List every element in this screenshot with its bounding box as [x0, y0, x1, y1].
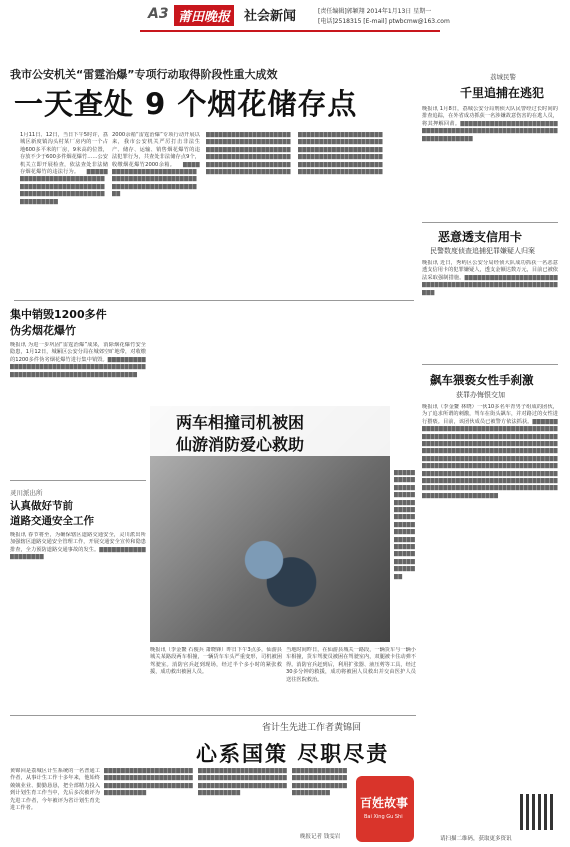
main-story-col-2 — [112, 132, 200, 299]
sidebar-item-2-body — [422, 260, 558, 360]
sidebar-item-3-headline: 飙车猥亵女性手刹激 — [430, 373, 534, 387]
profile-headline: 心系国策 尽职尽责 — [196, 742, 390, 766]
story-blast-text: 晚报讯 为进一步巩固“雷霆治爆”成果，消除烟花爆竹安全隐患，1月12日，城厢区公安分局在城郊空旷地带，对收缴的1200多件伪劣烟花爆竹进行集中销毁。 — [10, 342, 146, 363]
logo-subtext: Bai Xing Gu Shi — [364, 814, 403, 820]
divider — [422, 222, 558, 223]
main-story-para2: 2000余箱“雷霆治爆”专项行动开展以来，我市公安机关严厉打击非法生产、储存、运输、销售烟花爆竹的违法犯罪行为，共查处非法储存点9个，收缴烟花爆竹2000余箱。 — [112, 132, 200, 168]
crash-body — [286, 647, 416, 709]
crash-headline-1: 两车相撞司机被困 — [176, 413, 305, 432]
body-filler: ▇▇▇▇▇▇▇▇▇▇▇▇▇▇▇▇▇▇▇▇▇▇▇▇▇▇▇▇▇▇▇▇▇▇▇▇▇▇▇▇▇▇▇▇▇▇▇▇▇▇▇▇▇▇▇▇▇ — [422, 274, 558, 296]
divider — [10, 480, 146, 481]
crash-body-text: 当地时间昨日，在仙游县城关一路段，一辆货车与一辆小车相撞，货车驾驶员被困在驾驶室内，双腿被卡住动弹不得。消防官兵赶到后，利用扩张器、液压剪等工具，经过30多分钟的救援，成功将被困人员救出并交由医护人员送往医院救治。 — [286, 647, 416, 683]
crash-headline-box — [148, 406, 394, 456]
story-traffic-text: 晚报讯 春节将至，为确保辖区道路交通安全，灵川派出所加强辖区道路交通安全管理工作，开展交通安全宣传和隐患排查，全力预防道路交通事故的发生。 — [10, 532, 146, 553]
story-blast-body — [10, 342, 146, 460]
story-traffic-body — [10, 532, 146, 604]
sidebar-item-2-subhead: 民警数度侦查追捕犯罪嫌疑人归案 — [430, 247, 535, 255]
sidebar — [420, 62, 562, 842]
story-blast-headline-2: 伪劣烟花爆竹 — [10, 324, 76, 337]
sidebar-item-2-headline: 恶意透支信用卡 — [438, 230, 523, 244]
header-meta-2: [电话]2518315 [E-mail] ptwbcmw@163.com — [318, 18, 450, 25]
profile-kicker: 省计生先进工作者黄锦回 — [262, 723, 362, 733]
divider — [10, 715, 416, 716]
story-blast — [10, 304, 150, 494]
profile-col-2: ▇▇▇▇▇▇▇▇▇▇▇▇▇▇▇▇▇▇▇▇▇▇▇▇▇▇▇▇▇▇▇▇▇▇▇▇▇▇▇▇▇▇▇▇▇▇▇▇▇▇▇▇▇▇▇▇▇▇▇▇▇▇▇▇▇▇▇▇▇▇▇▇▇ — [104, 768, 194, 797]
profile-byline: 晚报记者 钱雯岩 — [300, 834, 341, 840]
story-traffic-headline-1: 认真做好节前 — [10, 500, 73, 512]
crash-caption — [150, 647, 282, 705]
body-filler: ▇▇▇▇▇▇▇▇▇▇▇▇▇▇▇▇▇▇▇▇▇▇▇▇▇▇▇▇▇▇▇▇▇▇▇▇▇▇▇▇▇▇▇▇▇▇▇▇▇▇▇▇▇▇▇▇▇▇▇▇▇▇▇▇▇▇▇▇▇▇▇▇▇▇ — [20, 169, 108, 205]
sidebar-item-2-text: 晚报讯 近日，秀屿区公安分局经侦大队成功抓获一名恶意透支信用卡的犯罪嫌疑人，透支金额达数万元，目前已被依法采取强制措施。 — [422, 260, 558, 281]
sidebar-item-3-subhead: 获罪办悔恨交加 — [456, 391, 505, 399]
main-story-para1: 1月11日、12日，当日下午5时许，荔城区新度镇沟头村某厂房内的一个占地600多平米的厂房，9米高的位置，存放不少于600多件烟花爆竹……公安机关立即开展检查，依法查处非法储存烟花爆竹的违法行为。 — [20, 132, 108, 176]
logo-text: 百姓故事 — [360, 796, 409, 810]
sidebar-item-1-body — [422, 106, 558, 214]
page-label: A3 — [148, 6, 169, 22]
footer-text: 请扫描二维码，获取更多资讯 — [440, 836, 512, 842]
main-story-col-1 — [20, 132, 108, 299]
body-filler: ▇▇▇▇▇▇▇▇▇▇▇▇▇▇▇▇▇▇▇▇▇▇▇▇▇▇▇▇▇▇▇▇▇▇▇▇▇▇▇▇▇▇▇▇▇▇▇▇▇▇▇▇▇▇▇▇▇▇▇▇▇▇▇▇▇▇ — [112, 161, 200, 198]
qr-code — [520, 794, 556, 830]
body-filler: ▇▇▇▇▇▇▇▇▇▇▇▇▇▇▇▇▇▇▇ — [10, 546, 146, 561]
profile-col-1 — [10, 768, 100, 844]
page-header — [0, 0, 570, 44]
story-traffic-headline-2: 道路交通安全工作 — [10, 515, 94, 527]
body-filler: ▇▇▇▇▇▇▇▇▇▇▇▇▇▇▇▇▇▇▇▇▇▇▇▇▇▇▇▇▇▇▇▇▇▇▇▇▇▇▇▇▇▇▇▇▇▇▇▇▇▇▇▇▇▇▇▇▇▇▇▇▇▇▇▇▇▇▇▇▇▇▇ — [10, 356, 146, 378]
body-filler: ▇▇▇▇▇▇▇▇▇▇▇▇▇▇▇▇▇▇▇▇▇▇▇▇▇▇▇▇▇▇▇▇▇▇▇▇▇▇▇▇▇▇▇▇▇▇▇▇▇▇▇▇▇▇▇▇▇▇▇▇▇▇▇▇▇▇▇ — [422, 120, 558, 142]
profile-text: 黄锦回是荔城区计生系统的一名普通工作者，从事计生工作十多年来，他始终兢兢业业、勤勤恳恳，把全部精力投入到计划生育工作当中，先后多次被评为先进工作者，今年被评为省计划生育先进工作者。 — [10, 768, 100, 812]
header-meta-1: [责任编辑]郭颖翔 2014年1月13日 星期一 — [318, 8, 432, 15]
header-rule — [140, 30, 440, 32]
sidebar-item-1-kicker: 荔城民警 — [490, 73, 516, 81]
main-story-col-4: ▇▇▇▇▇▇▇▇▇▇▇▇▇▇▇▇▇▇▇▇▇▇▇▇▇▇▇▇▇▇▇▇▇▇▇▇▇▇▇▇▇▇▇▇▇▇▇▇▇▇▇▇▇▇▇▇▇▇▇▇▇▇▇▇▇▇▇▇▇▇▇▇▇▇▇▇▇▇▇▇▇▇▇▇▇▇▇▇▇▇▇▇▇▇▇▇▇▇▇▇▇▇▇▇▇▇▇▇▇▇▇▇▇▇▇▇▇▇▇▇ — [298, 132, 383, 176]
story-traffic — [10, 488, 150, 610]
main-story-headline: 一天查处 9 个烟花储存点 — [14, 87, 358, 121]
crash-headline-2: 仙游消防爱心救助 — [176, 435, 305, 454]
crash-caption-text: 晚报讯（李金鳌 石俊兵 萧晓锋）昨日下午3点多，仙游县城关某路段两车相撞，一辆货车车头严重变形，司机被困驾驶室。消防官兵赶到现场，经过半个多小时的紧张救援，成功救出被困人员。 — [150, 647, 282, 676]
story-blast-headline-1: 集中销毁1200多件 — [10, 308, 107, 321]
sidebar-item-1-text: 晚报讯 1月8日，荔城公安分局刑侦大队民警经过长时间的排查追踪，在外省成功抓获一名涉嫌故意伤害的在逃人员，将其押解回莆。 — [422, 106, 558, 127]
paper-name: 莆田晚报 — [174, 5, 234, 26]
logo-badge — [356, 776, 414, 842]
divider — [14, 300, 414, 301]
profile-col-4: ▇▇▇▇▇▇▇▇▇▇▇▇▇▇▇▇▇▇▇▇▇▇▇▇▇▇▇▇▇▇▇▇▇▇▇▇▇▇▇▇▇▇▇▇▇▇▇▇ — [292, 768, 348, 797]
body-filler: ▇▇▇▇▇▇▇▇▇▇▇▇▇▇▇▇▇▇▇▇▇▇▇▇▇▇▇▇▇▇▇▇▇▇▇▇▇▇▇▇▇▇▇▇▇▇▇▇▇▇▇▇▇▇▇▇▇▇▇▇▇▇▇▇▇▇▇▇▇▇▇▇▇▇▇▇▇▇▇▇▇▇▇▇▇▇▇▇▇▇▇▇▇▇▇▇▇▇▇▇▇▇▇▇▇▇▇▇▇▇▇▇▇▇▇▇▇▇▇▇▇▇▇▇▇▇▇▇▇▇▇▇▇▇▇▇▇▇▇▇▇▇▇▇▇▇▇▇▇▇▇▇▇▇▇▇▇▇▇▇▇▇▇▇▇▇▇▇▇▇▇▇▇▇▇▇▇▇▇▇▇▇▇▇▇▇▇▇▇▇▇▇▇▇▇▇▇▇▇▇▇▇▇▇▇▇▇▇▇▇▇▇▇▇▇▇▇▇▇▇▇▇▇▇▇▇▇▇▇▇▇▇▇▇▇▇▇▇▇▇▇▇▇▇▇▇▇▇▇▇▇▇▇▇▇▇▇▇▇▇▇▇▇▇▇▇▇▇▇▇▇▇▇▇▇▇▇▇▇▇▇▇▇▇▇▇▇▇▇▇▇▇▇▇▇▇▇▇▇▇▇▇▇▇▇▇▇▇▇▇▇▇ — [422, 418, 558, 499]
main-story-kicker: 我市公安机关“雷霆治爆”专项行动取得阶段性重大成效 — [10, 68, 278, 81]
profile-col-3: ▇▇▇▇▇▇▇▇▇▇▇▇▇▇▇▇▇▇▇▇▇▇▇▇▇▇▇▇▇▇▇▇▇▇▇▇▇▇▇▇▇▇▇▇▇▇▇▇▇▇▇▇▇▇▇▇▇▇▇▇▇▇▇▇▇▇▇▇▇▇▇▇▇ — [198, 768, 288, 797]
crash-photo-figures — [220, 516, 330, 626]
section-title: 社会新闻 — [244, 9, 297, 24]
crash-body-right: ▇▇▇▇▇▇▇▇▇▇▇▇▇▇▇▇▇▇▇▇▇▇▇▇▇▇▇▇▇▇▇▇▇▇▇▇▇▇▇▇▇▇▇▇▇▇▇▇▇▇▇▇▇▇▇▇▇▇▇▇▇▇▇▇▇▇▇▇▇▇▇▇ — [394, 470, 416, 580]
story-traffic-kicker: 灵川派出所 — [10, 489, 43, 497]
main-story-col-3: ▇▇▇▇▇▇▇▇▇▇▇▇▇▇▇▇▇▇▇▇▇▇▇▇▇▇▇▇▇▇▇▇▇▇▇▇▇▇▇▇▇▇▇▇▇▇▇▇▇▇▇▇▇▇▇▇▇▇▇▇▇▇▇▇▇▇▇▇▇▇▇▇▇▇▇▇▇▇▇▇▇▇▇▇▇▇▇▇▇▇▇▇▇▇▇▇▇▇▇▇▇▇▇▇▇▇▇▇▇▇▇▇▇▇▇▇▇▇▇▇ — [206, 132, 291, 176]
sidebar-item-1-headline: 千里追捕在逃犯 — [460, 86, 545, 100]
sidebar-item-3-body — [422, 404, 558, 784]
divider — [422, 364, 558, 365]
sidebar-item-3-text: 晚报讯（李金鳌 林晓）一伙10多名年青男子组成的团伙，为了追求所谓的刺激，驾车在街头飙车，并对路过的女性进行猥亵。目前，该团伙成员已被警方依法抓获。 — [422, 404, 558, 425]
